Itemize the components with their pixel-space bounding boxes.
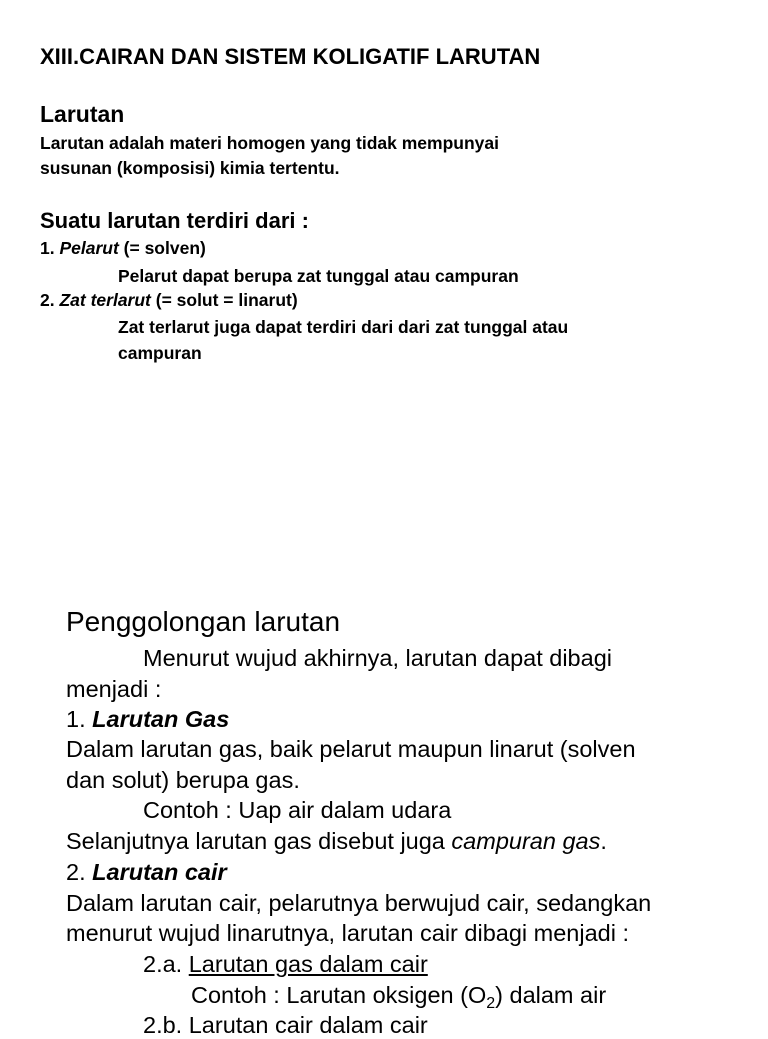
term-note: (= solven) <box>118 238 206 258</box>
list-number: 2.a. <box>143 951 189 977</box>
example-line: Contoh : Uap air dalam udara <box>143 797 452 823</box>
components-heading: Suatu larutan terdiri dari : <box>40 208 309 233</box>
subscript: 2 <box>486 995 496 1012</box>
paragraph-line: dan solut) berupa gas. <box>66 767 300 793</box>
text-run: Selanjutnya larutan gas disebut juga <box>66 828 452 854</box>
intro-line: Menurut wujud akhirnya, larutan dapat dibagi <box>143 645 612 671</box>
description-line: campuran <box>118 343 202 363</box>
list-item-description: Pelarut dapat berupa zat tunggal atau campuran <box>118 266 519 286</box>
paragraph-line: menurut wujud linarutnya, larutan cair dibagi menjadi : <box>66 920 630 946</box>
list-number: 2. <box>40 290 60 310</box>
list-item-description <box>118 314 568 366</box>
list-number: 1. <box>40 238 60 258</box>
sub-item-2b: 2.b. Larutan cair dalam cair <box>143 1012 428 1038</box>
list-number: 1. <box>66 706 93 732</box>
term: campuran gas <box>451 828 601 854</box>
text-run: ) dalam air <box>495 982 607 1008</box>
section-heading-penggolongan: Penggolongan larutan <box>66 606 341 637</box>
definition-text <box>40 131 499 181</box>
subsection-title: Larutan cair <box>92 859 227 885</box>
paragraph-line <box>66 828 607 855</box>
term: Zat terlarut <box>59 290 151 310</box>
text-run: Contoh : Larutan oksigen (O <box>191 982 487 1008</box>
subsection-title: Larutan Gas <box>92 706 230 732</box>
paragraph-line: Dalam larutan gas, baik pelarut maupun linarut (solven <box>66 736 636 762</box>
definition-line: susunan (komposisi) kimia tertentu. <box>40 158 340 178</box>
list-item-zat-terlarut <box>40 290 298 311</box>
definition-line: Larutan adalah materi homogen yang tidak mempunyai <box>40 133 499 153</box>
list-item-larutan-cair <box>66 859 227 886</box>
list-number: 2. <box>66 859 93 885</box>
text-run: . <box>600 828 607 854</box>
sub-item-2a <box>143 951 428 978</box>
description-line: Zat terlarut juga dapat terdiri dari dari zat tunggal atau <box>118 317 569 337</box>
list-item-larutan-gas <box>66 706 229 733</box>
list-item-pelarut <box>40 238 206 259</box>
term-note: (= solut = linarut) <box>150 290 298 310</box>
page-title: XIII.CAIRAN DAN SISTEM KOLIGATIF LARUTAN <box>40 44 541 69</box>
paragraph-line: Dalam larutan cair, pelarutnya berwujud cair, sedangkan <box>66 890 652 916</box>
sub-item-title: Larutan gas dalam cair <box>188 951 428 977</box>
intro-line: menjadi : <box>66 676 162 702</box>
example-line <box>191 982 607 1012</box>
term: Pelarut <box>59 238 119 258</box>
section-heading-larutan: Larutan <box>40 101 125 127</box>
